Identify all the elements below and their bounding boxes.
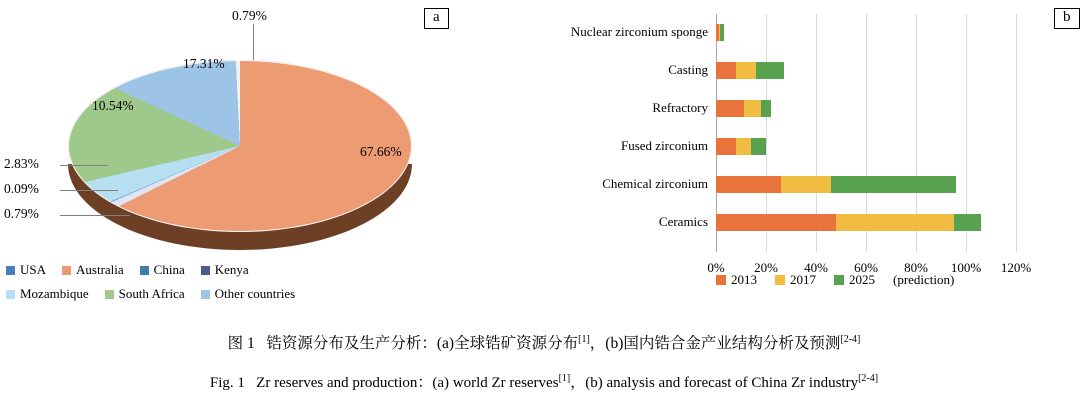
legend-item-kenya[interactable] xyxy=(201,262,249,278)
legend-item-other-countries[interactable] xyxy=(201,286,296,302)
legend-item-usa[interactable] xyxy=(6,262,46,278)
gridline-120 xyxy=(1016,14,1017,252)
leader-mozambique xyxy=(60,165,108,166)
legend-swatch-australia xyxy=(62,266,71,275)
legend-item-2017[interactable] xyxy=(775,272,816,288)
pie-label-kenya: 0.79% xyxy=(4,206,39,221)
caption-cn-text-1: 锆资源分布及生产分析：(a)全球锆矿资源分布 xyxy=(266,335,579,352)
pie-label-south-africa: 10.54% xyxy=(92,98,134,113)
pie-label-china: 0.09% xyxy=(4,181,39,196)
legend-label-australia: Australia xyxy=(76,262,124,277)
legend-label-mozambique: Mozambique xyxy=(20,286,89,301)
bar-seg-2017 xyxy=(744,100,762,117)
legend-label-kenya: Kenya xyxy=(214,262,249,277)
figure-caption-en xyxy=(0,371,1088,392)
bar-seg-2013 xyxy=(716,214,836,231)
legend-item-2025[interactable] xyxy=(834,272,875,288)
caption-cn-sup-1: [1] xyxy=(578,333,590,345)
legend-swatch-2013 xyxy=(716,275,726,285)
panel-a-pie-chart xyxy=(0,0,520,320)
caption-cn-figno: 图 1 xyxy=(227,335,255,352)
bar-legend xyxy=(716,272,1046,288)
horizontal-bar-chart xyxy=(520,0,1088,320)
legend-swatch-kenya xyxy=(201,266,210,275)
leader-china xyxy=(60,190,118,191)
legend-label-south-africa: South Africa xyxy=(118,286,185,301)
legend-note-prediction xyxy=(893,272,954,288)
legend-item-australia[interactable] xyxy=(62,262,124,278)
caption-cn-text-2: ，(b)国内锆合金产业结构分析及预测 xyxy=(589,335,841,352)
figure-caption-cn xyxy=(0,331,1088,353)
bar-seg-2025 xyxy=(831,176,956,193)
bar-seg-2025 xyxy=(751,138,766,155)
xtick-80: 80% xyxy=(904,260,928,275)
bar-seg-2017 xyxy=(836,214,954,231)
legend-item-mozambique[interactable] xyxy=(6,286,89,302)
pie-legend-row-1 xyxy=(6,262,406,278)
legend-swatch-china xyxy=(140,266,149,275)
xtick-100: 100% xyxy=(950,260,982,275)
bar-plot-area xyxy=(570,14,1032,275)
pie-chart xyxy=(4,8,440,250)
cat-label-chemical-zirconium: Chemical zirconium xyxy=(602,176,708,191)
legend-swatch-other-countries xyxy=(201,290,210,299)
bar-seg-2017 xyxy=(781,176,831,193)
bar-seg-2013 xyxy=(716,62,736,79)
legend-swatch-2017 xyxy=(775,275,785,285)
bar-seg-2017 xyxy=(736,138,751,155)
bar-seg-2025 xyxy=(720,24,724,41)
caption-en-sup-2: [2-4] xyxy=(858,373,879,384)
caption-en-sup-1: [1] xyxy=(558,373,571,384)
cat-label-refractory: Refractory xyxy=(652,100,708,115)
bar-seg-2013 xyxy=(716,138,736,155)
leader-usa xyxy=(253,24,254,60)
legend-label-china: China xyxy=(153,262,185,277)
xtick-120: 120% xyxy=(1000,260,1032,275)
cat-label-nuclear-zirconium-sponge: Nuclear zirconium sponge xyxy=(570,24,708,39)
legend-item-2013[interactable] xyxy=(716,272,757,288)
bar-seg-2025 xyxy=(761,100,771,117)
caption-en-text-1: Zr reserves and production：(a) world Zr reserves xyxy=(256,375,559,391)
xtick-0: 0% xyxy=(707,260,725,275)
bar-seg-2017 xyxy=(736,62,756,79)
legend-label-usa: USA xyxy=(20,262,47,277)
bar-seg-2013 xyxy=(716,176,781,193)
legend-label-other-countries: Other countries xyxy=(214,286,296,301)
bar-seg-2025 xyxy=(756,62,784,79)
legend-label-2017: 2017 xyxy=(790,272,816,287)
leader-kenya xyxy=(60,215,130,216)
legend-swatch-usa xyxy=(6,266,15,275)
legend-label-2025: 2025 xyxy=(849,272,875,287)
legend-label-prediction: (prediction) xyxy=(893,272,955,287)
legend-label-2013: 2013 xyxy=(731,272,757,287)
panel-b-tag: b xyxy=(1054,8,1080,29)
caption-cn-sup-2: [2-4] xyxy=(840,333,861,345)
pie-legend-row-2 xyxy=(6,286,406,302)
bar-seg-2013 xyxy=(716,100,744,117)
cat-label-casting: Casting xyxy=(668,62,708,77)
legend-swatch-2025 xyxy=(834,275,844,285)
caption-en-text-2: ，(b) analysis and forecast of China Zr industry xyxy=(570,375,859,391)
legend-swatch-mozambique xyxy=(6,290,15,299)
caption-en-figno: Fig. 1 xyxy=(209,375,245,391)
cat-label-ceramics: Ceramics xyxy=(658,214,708,229)
pie-label-other-countries: 17.31% xyxy=(183,56,225,71)
legend-item-south-africa[interactable] xyxy=(105,286,185,302)
xtick-60: 60% xyxy=(854,260,878,275)
bar-seg-2025 xyxy=(954,214,982,231)
panel-a-tag: a xyxy=(424,8,449,29)
xtick-20: 20% xyxy=(754,260,778,275)
pie-label-mozambique: 2.83% xyxy=(4,156,39,171)
cat-label-fused-zirconium: Fused zirconium xyxy=(620,138,708,153)
legend-item-china[interactable] xyxy=(140,262,185,278)
pie-label-usa: 0.79% xyxy=(232,8,267,23)
pie-label-australia: 67.66% xyxy=(360,144,402,159)
xtick-40: 40% xyxy=(804,260,828,275)
pie-legend xyxy=(6,262,406,310)
legend-swatch-south-africa xyxy=(105,290,114,299)
panel-b-bar-chart xyxy=(520,0,1088,320)
